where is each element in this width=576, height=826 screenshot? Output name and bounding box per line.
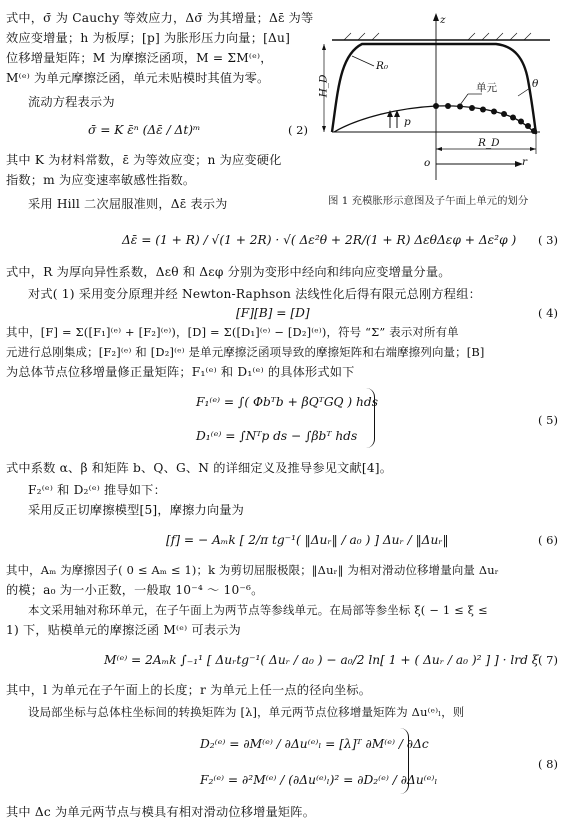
text-line: 元进行总刚集成；[F₂]⁽ᵉ⁾ 和 [D₂]⁽ᵉ⁾ 是单元摩擦泛函项导致的摩擦矩阵和右端摩擦列向量；[B] bbox=[6, 345, 485, 359]
equation-5a: F₁⁽ᵉ⁾ = ∫( Φbᵀb + βQᵀGQ ) hds bbox=[196, 395, 378, 409]
text-line: 其中，Aₘ 为摩擦因子( 0 ≤ Aₘ ≤ 1)；k 为剪切屈服极限；‖Δuᵣ‖ 为相对滑动位移增量向量 Δuᵣ bbox=[6, 563, 499, 577]
text-line: 其中 K 为材料常数，ε̄ 为等效应变；n 为应变硬化 bbox=[6, 153, 282, 167]
text-line: 设局部坐标与总体柱坐标间的转换矩阵为 [λ]，单元两节点位移增量矩阵为 Δu⁽ᵉ⁾ₗ，则 bbox=[28, 705, 465, 719]
equation-4-number: ( 4) bbox=[538, 306, 558, 320]
equation-5b: D₁⁽ᵉ⁾ = ∫Nᵀp ds − ∫βbᵀ hds bbox=[196, 429, 358, 443]
text-line: 采用 Hill 二次屈服准则，Δε̄ 表示为 bbox=[28, 197, 228, 211]
hd-label: H_D bbox=[317, 74, 330, 98]
theta-label: θ bbox=[532, 78, 539, 90]
equation-2: σ̄ = K ε̄ⁿ (Δε̄ / Δt)ᵐ bbox=[88, 123, 201, 137]
equation-5-number: ( 5) bbox=[538, 413, 558, 427]
text-line: 采用反正切摩擦模型[5]，摩擦力向量为 bbox=[28, 503, 245, 517]
text-line: 式中，R 为厚向异性系数，Δεθ 和 Δεφ 分别为变形中经向和纬向应变增量分量。 bbox=[6, 265, 451, 279]
figure-caption: 图 1 充模胀形示意图及子午面上单元的划分 bbox=[328, 195, 529, 207]
figure-1 bbox=[318, 10, 570, 182]
pressure-label: p bbox=[404, 116, 411, 128]
equation-7: M⁽ᵉ⁾ = 2Aₘk ∫₋₁¹ [ Δuᵣtg⁻¹( Δuᵣ / a₀ ) − a₀/2 ln[ 1 + ( Δuᵣ / a₀ )² ] ] · lrd ξ bbox=[104, 653, 539, 667]
text-line: 效应变增量；h 为板厚；[p] 为胀形压力向量；[Δu] bbox=[6, 31, 291, 45]
text-line: 式中系数 α、β 和矩阵 b、Q、G、N 的详细定义及推导参见文献[4]。 bbox=[6, 461, 393, 475]
text-line: 流动方程表示为 bbox=[28, 95, 115, 109]
text-line: F₂⁽ᵉ⁾ 和 D₂⁽ᵉ⁾ 推导如下： bbox=[28, 483, 166, 497]
z-axis-label: z bbox=[440, 14, 446, 26]
text-line: 其中，[F] = Σ([F₁]⁽ᵉ⁾ + [F₂]⁽ᵉ⁾)，[D] = Σ([D₁]⁽ᵉ⁾ − [D₂]⁽ᵉ⁾)，符号 “Σ” 表示对所有单 bbox=[6, 325, 459, 339]
equation-3-number: ( 3) bbox=[538, 233, 558, 247]
text-line: 本文采用轴对称环单元，在子午面上为两节点等参线单元。在局部等参坐标 ξ( − 1 ≤ ξ ≤ bbox=[28, 603, 488, 617]
text-line: 其中 Δc 为单元两节点与模具有相对滑动位移增量矩阵。 bbox=[6, 805, 316, 819]
text-line: 的模；a₀ 为一小正数，一般取 10⁻⁴ ～ 10⁻⁶。 bbox=[6, 583, 264, 597]
equation-4: [F][B] = [D] bbox=[236, 306, 310, 320]
r0-label: R₀ bbox=[376, 60, 389, 72]
equation-8-number: ( 8) bbox=[538, 757, 558, 771]
text-line: 对式( 1) 采用变分原理并经 Newton-Raphson 法线性化后得有限元总刚方程组： bbox=[28, 287, 481, 301]
equation-8b: F₂⁽ᵉ⁾ = ∂²M⁽ᵉ⁾ / (∂Δu⁽ᵉ⁾ₗ)² = ∂D₂⁽ᵉ⁾ / ∂Δu⁽ᵉ⁾ₗ bbox=[200, 773, 438, 787]
die-bulging-diagram bbox=[318, 10, 570, 182]
equation-3: Δε̄ = (1 + R) / √(1 + 2R) · √( Δε²θ + 2R/(1 + R) ΔεθΔεφ + Δε²φ ) bbox=[122, 233, 517, 247]
text-line: 式中，σ̄ 为 Cauchy 等效应力，Δσ̄ 为其增量；Δε̄ 为等 bbox=[6, 11, 314, 25]
equation-5-brace bbox=[366, 388, 375, 448]
text-line: M⁽ᵉ⁾ 为单元摩擦泛函，单元未贴模时其值为零。 bbox=[6, 71, 270, 85]
equation-7-number: ( 7) bbox=[538, 653, 558, 667]
text-line: 其中，l 为单元在子午面上的长度；r 为单元上任一点的径向坐标。 bbox=[6, 683, 372, 697]
text-line: 为总体节点位移增量修正量矩阵；F₁⁽ᵉ⁾ 和 D₁⁽ᵉ⁾ 的具体形式如下 bbox=[6, 365, 355, 379]
text-line: 1) 下，贴模单元的摩擦泛函 M⁽ᵉ⁾ 可表示为 bbox=[6, 623, 241, 637]
text-line: 位移增量矩阵；M 为摩擦泛函项，M = ΣM⁽ᵉ⁾， bbox=[6, 51, 273, 65]
equation-8a: D₂⁽ᵉ⁾ = ∂M⁽ᵉ⁾ / ∂Δu⁽ᵉ⁾ₗ = [λ]ᵀ ∂M⁽ᵉ⁾ / ∂Δc bbox=[200, 737, 429, 751]
element-nodes bbox=[433, 103, 537, 134]
text-line: 指数；m 为应变速率敏感性指数。 bbox=[6, 173, 196, 187]
rd-label: R_D bbox=[478, 137, 500, 149]
equation-2-number: ( 2) bbox=[288, 123, 308, 137]
equation-6: [f] = − Aₘk [ 2/π tg⁻¹( ‖Δuᵣ‖ / a₀ ) ] Δuᵣ / ‖Δuᵣ‖ bbox=[166, 533, 449, 547]
element-label: 单元 bbox=[476, 82, 497, 94]
r-axis-label: r bbox=[522, 156, 528, 168]
equation-6-number: ( 6) bbox=[538, 533, 558, 547]
equation-8-brace bbox=[400, 728, 409, 794]
origin-label: o bbox=[424, 157, 431, 169]
